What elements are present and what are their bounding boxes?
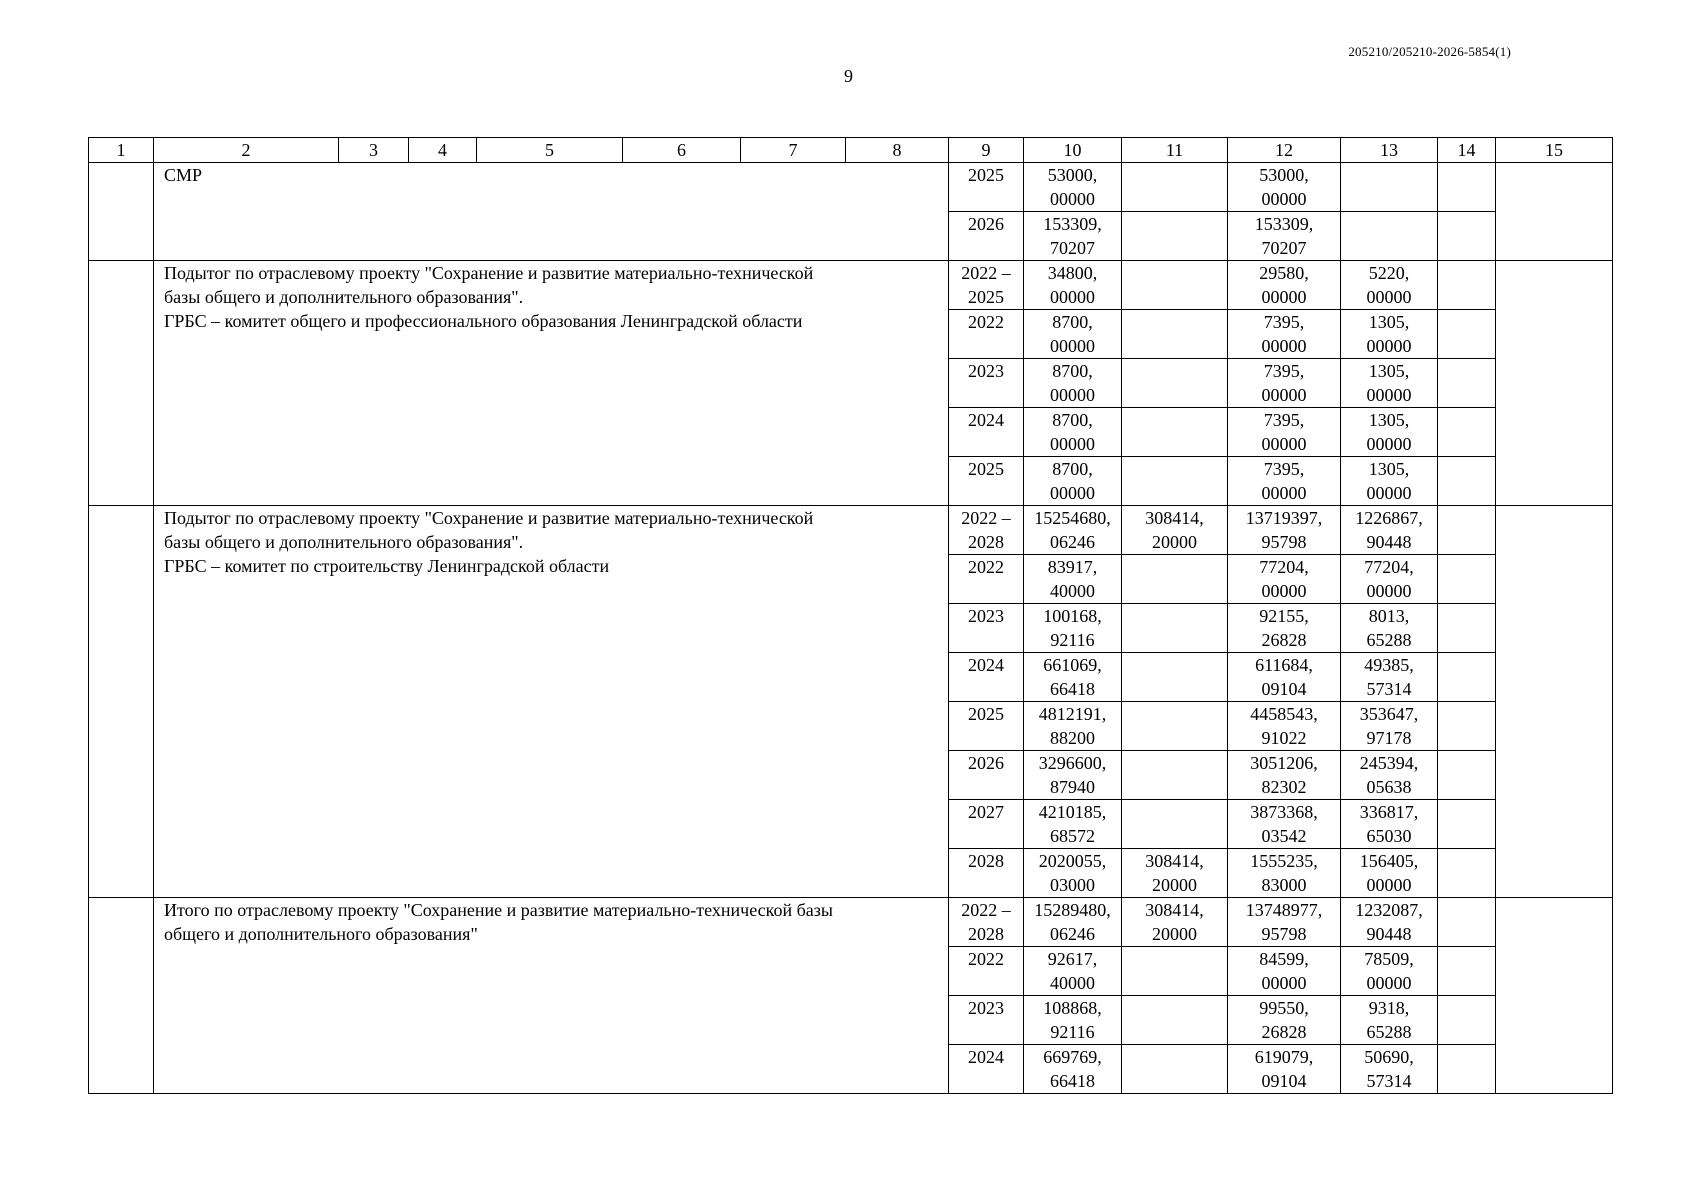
cell-line: 611684, — [1255, 655, 1313, 675]
amount-cell-14 — [1438, 457, 1496, 506]
row-number-cell — [89, 506, 154, 898]
cell-line: 00000 — [1261, 385, 1307, 405]
amount-cell-14 — [1438, 310, 1496, 359]
year-cell — [949, 604, 1024, 653]
cell-line: 7395, — [1263, 312, 1305, 332]
amount-cell-12 — [1228, 996, 1341, 1045]
amount-cell-14 — [1438, 996, 1496, 1045]
cell-line: 06246 — [1050, 924, 1095, 944]
cell-line: 661069, — [1043, 655, 1102, 675]
cell-line: 00000 — [1366, 581, 1412, 601]
amount-cell-14 — [1438, 212, 1496, 261]
budget-table — [88, 137, 1613, 1094]
amount-cell-13 — [1341, 653, 1438, 702]
cell-line: 1305, — [1368, 410, 1410, 430]
amount-cell-10 — [1024, 359, 1122, 408]
cell-line: 00000 — [1050, 336, 1095, 356]
cell-line: 2024 — [968, 1047, 1004, 1067]
cell-line: 00000 — [1366, 287, 1412, 307]
cell-line: 2022 — [968, 557, 1004, 577]
year-cell — [949, 359, 1024, 408]
amount-cell-11 — [1122, 702, 1228, 751]
amount-cell-15 — [1496, 506, 1613, 898]
year-cell — [949, 800, 1024, 849]
amount-cell-11 — [1122, 163, 1228, 212]
cell-line: 4210185, — [1038, 802, 1107, 822]
cell-line: 00000 — [1261, 336, 1307, 356]
amount-cell-11 — [1122, 653, 1228, 702]
amount-cell-14 — [1438, 849, 1496, 898]
amount-cell-13 — [1341, 702, 1438, 751]
cell-line: 3296600, — [1038, 753, 1107, 773]
amount-cell-14 — [1438, 1045, 1496, 1094]
amount-cell-11 — [1122, 898, 1228, 947]
amount-cell-14 — [1438, 947, 1496, 996]
cell-line: 2025 — [968, 704, 1004, 724]
year-cell — [949, 996, 1024, 1045]
amount-cell-13 — [1341, 849, 1438, 898]
cell-line: 153309, — [1254, 214, 1314, 234]
column-header-14: 14 — [1438, 138, 1496, 163]
amount-cell-12 — [1228, 261, 1341, 310]
cell-line: СМР — [164, 165, 203, 185]
cell-line: 99550, — [1259, 998, 1309, 1018]
cell-line: 26828 — [1261, 630, 1307, 650]
cell-line: 15289480, — [1034, 900, 1111, 920]
cell-line: 65288 — [1366, 630, 1412, 650]
cell-line: 7395, — [1263, 361, 1305, 381]
amount-cell-10 — [1024, 555, 1122, 604]
cell-line: 2023 — [968, 998, 1004, 1018]
amount-cell-14 — [1438, 604, 1496, 653]
cell-line: 8700, — [1052, 312, 1093, 332]
amount-cell-11 — [1122, 996, 1228, 1045]
amount-cell-13 — [1341, 555, 1438, 604]
amount-cell-13 — [1341, 310, 1438, 359]
amount-cell-14 — [1438, 163, 1496, 212]
year-cell — [949, 212, 1024, 261]
cell-line: 13719397, — [1245, 508, 1323, 528]
cell-line: 82302 — [1261, 777, 1307, 797]
cell-line: 2028 — [968, 851, 1004, 871]
cell-line: 00000 — [1366, 483, 1412, 503]
amount-cell-10 — [1024, 702, 1122, 751]
cell-line: 90448 — [1366, 924, 1412, 944]
cell-line: 2022 — [968, 949, 1004, 969]
amount-cell-13 — [1341, 751, 1438, 800]
amount-cell-13 — [1341, 163, 1438, 212]
cell-line: 308414, — [1145, 900, 1204, 920]
cell-line: 2023 — [968, 606, 1004, 626]
cell-line: 1226867, — [1355, 508, 1423, 528]
amount-cell-11 — [1122, 1045, 1228, 1094]
cell-line: 2026 — [968, 753, 1004, 773]
amount-cell-15 — [1496, 163, 1613, 261]
group-title-cell — [154, 163, 949, 261]
amount-cell-15 — [1496, 261, 1613, 506]
cell-line: 87940 — [1050, 777, 1095, 797]
row-number-cell — [89, 898, 154, 1094]
cell-line: 8700, — [1052, 361, 1093, 381]
cell-line: 7395, — [1263, 410, 1305, 430]
cell-line: 100168, — [1043, 606, 1102, 626]
group-title-cell — [154, 506, 949, 898]
cell-line: 4812191, — [1038, 704, 1107, 724]
cell-line: 1305, — [1368, 361, 1410, 381]
amount-cell-14 — [1438, 702, 1496, 751]
cell-line: 05638 — [1366, 777, 1412, 797]
cell-line: 70207 — [1261, 238, 1307, 258]
amount-cell-11 — [1122, 457, 1228, 506]
amount-cell-14 — [1438, 555, 1496, 604]
cell-line: 66418 — [1050, 679, 1095, 699]
column-header-2: 2 — [154, 138, 339, 163]
amount-cell-11 — [1122, 751, 1228, 800]
amount-cell-12 — [1228, 408, 1341, 457]
cell-line: 06246 — [1050, 532, 1095, 552]
cell-line: 9318, — [1368, 998, 1410, 1018]
amount-cell-10 — [1024, 996, 1122, 1045]
amount-cell-12 — [1228, 604, 1341, 653]
amount-cell-12 — [1228, 800, 1341, 849]
amount-cell-15 — [1496, 898, 1613, 1094]
year-cell — [949, 653, 1024, 702]
cell-line: 2024 — [968, 410, 1004, 430]
amount-cell-13 — [1341, 359, 1438, 408]
amount-cell-14 — [1438, 506, 1496, 555]
group-title-cell — [154, 898, 949, 1094]
cell-line: 20000 — [1152, 532, 1197, 552]
cell-line: 8700, — [1052, 410, 1093, 430]
column-header-9: 9 — [949, 138, 1024, 163]
amount-cell-10 — [1024, 506, 1122, 555]
amount-cell-12 — [1228, 1045, 1341, 1094]
amount-cell-11 — [1122, 310, 1228, 359]
year-cell — [949, 457, 1024, 506]
year-cell — [949, 408, 1024, 457]
cell-line: 00000 — [1366, 434, 1412, 454]
amount-cell-13 — [1341, 506, 1438, 555]
year-cell — [949, 261, 1024, 310]
cell-line: 2022 – — [961, 900, 1011, 920]
cell-line: 7395, — [1263, 459, 1305, 479]
amount-cell-11 — [1122, 408, 1228, 457]
amount-cell-13 — [1341, 898, 1438, 947]
cell-line: 336817, — [1359, 802, 1419, 822]
cell-line: 4458543, — [1250, 704, 1318, 724]
cell-line: 92617, — [1047, 949, 1098, 969]
cell-line: 65288 — [1366, 1022, 1412, 1042]
amount-cell-10 — [1024, 898, 1122, 947]
cell-line: 97178 — [1366, 728, 1412, 748]
amount-cell-14 — [1438, 898, 1496, 947]
cell-line: 2028 — [968, 532, 1004, 552]
amount-cell-10 — [1024, 947, 1122, 996]
cell-line: 308414, — [1145, 508, 1204, 528]
amount-cell-14 — [1438, 261, 1496, 310]
amount-cell-14 — [1438, 751, 1496, 800]
cell-line: 34800, — [1047, 263, 1098, 283]
amount-cell-12 — [1228, 555, 1341, 604]
amount-cell-12 — [1228, 947, 1341, 996]
cell-line: 90448 — [1366, 532, 1412, 552]
column-header-15: 15 — [1496, 138, 1613, 163]
cell-line: 95798 — [1261, 532, 1307, 552]
amount-cell-10 — [1024, 1045, 1122, 1094]
column-header-12: 12 — [1228, 138, 1341, 163]
amount-cell-13 — [1341, 947, 1438, 996]
cell-line: 20000 — [1152, 924, 1197, 944]
cell-line: 2022 – — [961, 508, 1011, 528]
cell-line: ГРБС – комитет общего и профессионального образования Ленинградской области — [164, 311, 803, 331]
year-cell — [949, 506, 1024, 555]
column-header-11: 11 — [1122, 138, 1228, 163]
column-header-3: 3 — [339, 138, 409, 163]
year-cell — [949, 310, 1024, 359]
cell-line: 92116 — [1050, 1022, 1095, 1042]
amount-cell-12 — [1228, 457, 1341, 506]
cell-line: Подытог по отраслевому проекту "Сохранение и развитие материально-технической — [164, 508, 814, 528]
amount-cell-13 — [1341, 604, 1438, 653]
cell-line: 8700, — [1052, 459, 1093, 479]
cell-line: 09104 — [1261, 1071, 1307, 1091]
cell-line: 1555235, — [1250, 851, 1318, 871]
cell-line: 77204, — [1364, 557, 1414, 577]
cell-line: 53000, — [1259, 165, 1309, 185]
cell-line: 245394, — [1359, 753, 1419, 773]
table-body — [89, 163, 1613, 1094]
cell-line: 83000 — [1261, 875, 1307, 895]
cell-line: 3873368, — [1250, 802, 1318, 822]
cell-line: 00000 — [1366, 875, 1412, 895]
cell-line: 13748977, — [1245, 900, 1323, 920]
amount-cell-11 — [1122, 849, 1228, 898]
cell-line: 2028 — [968, 924, 1004, 944]
amount-cell-12 — [1228, 506, 1341, 555]
amount-cell-14 — [1438, 653, 1496, 702]
year-cell — [949, 849, 1024, 898]
group-title-cell — [154, 261, 949, 506]
year-cell — [949, 947, 1024, 996]
amount-cell-10 — [1024, 310, 1122, 359]
cell-line: 2025 — [968, 165, 1004, 185]
cell-line: Итого по отраслевому проекту "Сохранение и развитие материально-технической базы — [164, 900, 833, 920]
column-header-1: 1 — [89, 138, 154, 163]
amount-cell-11 — [1122, 212, 1228, 261]
cell-line: 619079, — [1254, 1047, 1314, 1067]
cell-line: 3051206, — [1250, 753, 1318, 773]
year-cell — [949, 898, 1024, 947]
cell-line: 50690, — [1364, 1047, 1414, 1067]
amount-cell-10 — [1024, 408, 1122, 457]
amount-cell-10 — [1024, 261, 1122, 310]
amount-cell-12 — [1228, 212, 1341, 261]
amount-cell-14 — [1438, 800, 1496, 849]
cell-line: 84599, — [1259, 949, 1309, 969]
amount-cell-10 — [1024, 849, 1122, 898]
cell-line: 83917, — [1047, 557, 1098, 577]
amount-cell-13 — [1341, 1045, 1438, 1094]
cell-line: 2020055, — [1038, 851, 1107, 871]
amount-cell-10 — [1024, 212, 1122, 261]
cell-line: 65030 — [1366, 826, 1412, 846]
cell-line: 2023 — [968, 361, 1004, 381]
column-header-6: 6 — [623, 138, 741, 163]
amount-cell-12 — [1228, 359, 1341, 408]
cell-line: 77204, — [1259, 557, 1309, 577]
cell-line: 00000 — [1366, 385, 1412, 405]
year-cell — [949, 1045, 1024, 1094]
amount-cell-12 — [1228, 849, 1341, 898]
column-header-5: 5 — [477, 138, 623, 163]
year-cell — [949, 702, 1024, 751]
cell-line: 156405, — [1359, 851, 1419, 871]
cell-line: 00000 — [1050, 483, 1095, 503]
amount-cell-10 — [1024, 163, 1122, 212]
column-header-7: 7 — [741, 138, 846, 163]
amount-cell-12 — [1228, 702, 1341, 751]
cell-line: 88200 — [1050, 728, 1095, 748]
page-number: 9 — [844, 66, 853, 86]
cell-line: 03000 — [1050, 875, 1095, 895]
cell-line: 00000 — [1050, 189, 1095, 209]
cell-line: 40000 — [1050, 973, 1095, 993]
cell-line: базы общего и дополнительного образования". — [164, 287, 524, 307]
amount-cell-11 — [1122, 506, 1228, 555]
cell-line: 00000 — [1261, 973, 1307, 993]
amount-cell-12 — [1228, 653, 1341, 702]
cell-line: 353647, — [1359, 704, 1419, 724]
cell-line: 00000 — [1261, 581, 1307, 601]
amount-cell-10 — [1024, 653, 1122, 702]
table-row — [89, 506, 1613, 555]
table-row — [89, 261, 1613, 310]
cell-line: 2022 – — [961, 263, 1011, 283]
cell-line: ГРБС – комитет по строительству Ленинградской области — [164, 556, 610, 576]
cell-line: 57314 — [1366, 679, 1412, 699]
amount-cell-14 — [1438, 359, 1496, 408]
cell-line: 00000 — [1366, 973, 1412, 993]
amount-cell-12 — [1228, 163, 1341, 212]
cell-line: 68572 — [1050, 826, 1095, 846]
amount-cell-10 — [1024, 457, 1122, 506]
cell-line: 40000 — [1050, 581, 1095, 601]
amount-cell-11 — [1122, 261, 1228, 310]
cell-line: 26828 — [1261, 1022, 1307, 1042]
cell-line: 95798 — [1261, 924, 1307, 944]
cell-line: 91022 — [1261, 728, 1307, 748]
cell-line: 2027 — [968, 802, 1004, 822]
cell-line: 03542 — [1261, 826, 1307, 846]
cell-line: 00000 — [1261, 189, 1307, 209]
year-cell — [949, 555, 1024, 604]
cell-line: базы общего и дополнительного образования". — [164, 532, 524, 552]
document-id: 205210/205210-2026-5854(1) — [1348, 44, 1511, 59]
row-number-cell — [89, 163, 154, 261]
cell-line: 49385, — [1364, 655, 1414, 675]
cell-line: 2026 — [968, 214, 1004, 234]
amount-cell-13 — [1341, 800, 1438, 849]
cell-line: 57314 — [1366, 1071, 1412, 1091]
cell-line: 70207 — [1050, 238, 1095, 258]
cell-line: 00000 — [1261, 434, 1307, 454]
cell-line: 1232087, — [1355, 900, 1423, 920]
cell-line: 00000 — [1261, 483, 1307, 503]
cell-line: 20000 — [1152, 875, 1197, 895]
cell-line: 108868, — [1043, 998, 1102, 1018]
column-header-10: 10 — [1024, 138, 1122, 163]
amount-cell-10 — [1024, 751, 1122, 800]
amount-cell-11 — [1122, 800, 1228, 849]
table-row — [89, 163, 1613, 212]
cell-line: 00000 — [1366, 336, 1412, 356]
amount-cell-11 — [1122, 555, 1228, 604]
amount-cell-13 — [1341, 408, 1438, 457]
amount-cell-12 — [1228, 751, 1341, 800]
amount-cell-13 — [1341, 457, 1438, 506]
column-header-4: 4 — [409, 138, 477, 163]
column-number-row — [89, 138, 1613, 163]
cell-line: 8013, — [1368, 606, 1410, 626]
amount-cell-13 — [1341, 261, 1438, 310]
cell-line: 00000 — [1261, 287, 1307, 307]
year-cell — [949, 751, 1024, 800]
row-number-cell — [89, 261, 154, 506]
cell-line: 29580, — [1259, 263, 1309, 283]
year-cell — [949, 163, 1024, 212]
cell-line: 00000 — [1050, 385, 1095, 405]
cell-line: 00000 — [1050, 287, 1095, 307]
cell-line: 53000, — [1047, 165, 1098, 185]
cell-line: 66418 — [1050, 1071, 1095, 1091]
amount-cell-12 — [1228, 310, 1341, 359]
cell-line: 92155, — [1259, 606, 1309, 626]
table-row — [89, 898, 1613, 947]
amount-cell-13 — [1341, 996, 1438, 1045]
amount-cell-13 — [1341, 212, 1438, 261]
cell-line: 1305, — [1368, 312, 1410, 332]
column-header-8: 8 — [846, 138, 949, 163]
amount-cell-10 — [1024, 604, 1122, 653]
cell-line: 2025 — [968, 459, 1004, 479]
cell-line: 15254680, — [1034, 508, 1111, 528]
cell-line: 308414, — [1145, 851, 1204, 871]
amount-cell-11 — [1122, 947, 1228, 996]
cell-line: 09104 — [1261, 679, 1307, 699]
amount-cell-11 — [1122, 359, 1228, 408]
cell-line: 5220, — [1368, 263, 1410, 283]
cell-line: общего и дополнительного образования" — [164, 924, 478, 944]
cell-line: 1305, — [1368, 459, 1410, 479]
amount-cell-10 — [1024, 800, 1122, 849]
cell-line: 2022 — [968, 312, 1004, 332]
cell-line: 92116 — [1050, 630, 1095, 650]
cell-line: 669769, — [1043, 1047, 1102, 1067]
cell-line: 78509, — [1364, 949, 1414, 969]
cell-line: 2025 — [968, 287, 1004, 307]
cell-line: Подытог по отраслевому проекту "Сохранение и развитие материально-технической — [164, 263, 814, 283]
cell-line: 00000 — [1050, 434, 1095, 454]
amount-cell-14 — [1438, 408, 1496, 457]
column-header-13: 13 — [1341, 138, 1438, 163]
cell-line: 2024 — [968, 655, 1004, 675]
amount-cell-11 — [1122, 604, 1228, 653]
amount-cell-12 — [1228, 898, 1341, 947]
cell-line: 153309, — [1043, 214, 1102, 234]
